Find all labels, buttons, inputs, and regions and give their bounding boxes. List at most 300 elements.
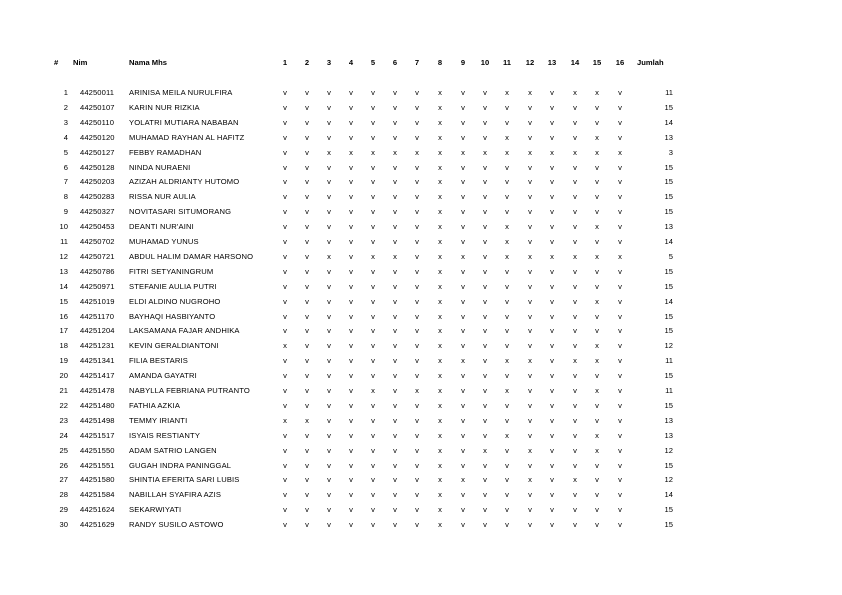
attendance-mark: v (618, 475, 622, 484)
attendance-mark: x (528, 88, 532, 97)
attendance-mark: v (573, 461, 577, 470)
attendance-mark: v (595, 237, 599, 246)
attendance-mark: x (438, 222, 442, 231)
attendance-mark: v (371, 401, 375, 410)
attendance-mark: v (393, 446, 397, 455)
attendance-mark: v (573, 163, 577, 172)
attendance-mark: v (461, 505, 465, 514)
attendance-mark: v (415, 252, 419, 261)
attendance-total: 13 (664, 133, 673, 142)
attendance-mark: v (393, 356, 397, 365)
header-session: 14 (570, 58, 580, 67)
attendance-mark: v (461, 431, 465, 440)
attendance-mark: v (483, 461, 487, 470)
attendance-mark: v (528, 163, 532, 172)
attendance-mark: v (283, 282, 287, 291)
attendance-mark: v (618, 312, 622, 321)
student-name: NABYLLA FEBRIANA PUTRANTO (129, 386, 250, 395)
attendance-mark: v (505, 297, 509, 306)
attendance-mark: v (393, 371, 397, 380)
student-name: SHINTIA EFERITA SARI LUBIS (129, 475, 240, 484)
attendance-mark: v (283, 386, 287, 395)
attendance-mark: v (573, 505, 577, 514)
student-nim: 44251551 (80, 461, 115, 470)
attendance-mark: v (305, 118, 309, 127)
attendance-mark: v (483, 341, 487, 350)
attendance-mark: x (595, 341, 599, 350)
student-name: LAKSAMANA FAJAR ANDHIKA (129, 326, 240, 335)
attendance-mark: v (371, 163, 375, 172)
attendance-mark: v (349, 356, 353, 365)
attendance-mark: v (505, 475, 509, 484)
attendance-mark: v (415, 192, 419, 201)
student-name: TEMMY IRIANTI (129, 416, 188, 425)
attendance-mark: v (618, 237, 622, 246)
attendance-mark: v (283, 297, 287, 306)
attendance-mark: x (550, 148, 554, 157)
attendance-mark: x (461, 252, 465, 261)
attendance-mark: x (393, 148, 397, 157)
attendance-mark: v (327, 163, 331, 172)
student-nim: 44250702 (80, 237, 115, 246)
attendance-mark: v (528, 222, 532, 231)
attendance-mark: v (573, 177, 577, 186)
attendance-mark: x (371, 252, 375, 261)
attendance-mark: v (327, 207, 331, 216)
attendance-mark: v (393, 118, 397, 127)
attendance-mark: v (305, 163, 309, 172)
attendance-mark: v (393, 386, 397, 395)
row-number: 26 (59, 461, 68, 470)
attendance-mark: x (573, 88, 577, 97)
attendance-mark: v (393, 267, 397, 276)
attendance-mark: v (595, 207, 599, 216)
row-number: 16 (59, 312, 68, 321)
attendance-mark: x (595, 446, 599, 455)
attendance-mark: v (349, 118, 353, 127)
attendance-mark: v (618, 490, 622, 499)
student-name: MUHAMAD RAYHAN AL HAFITZ (129, 133, 245, 142)
attendance-mark: v (415, 431, 419, 440)
attendance-mark: x (505, 222, 509, 231)
attendance-mark: v (483, 192, 487, 201)
attendance-mark: v (349, 341, 353, 350)
attendance-mark: v (573, 326, 577, 335)
attendance-mark: v (573, 192, 577, 201)
attendance-mark: v (505, 401, 509, 410)
attendance-mark: v (505, 326, 509, 335)
attendance-mark: v (550, 461, 554, 470)
attendance-mark: x (483, 446, 487, 455)
attendance-mark: v (618, 401, 622, 410)
student-name: FEBBY RAMADHAN (129, 148, 202, 157)
attendance-mark: v (327, 356, 331, 365)
attendance-mark: v (528, 118, 532, 127)
attendance-mark: v (550, 312, 554, 321)
attendance-mark: v (461, 520, 465, 529)
row-number: 3 (63, 118, 68, 127)
attendance-mark: x (528, 252, 532, 261)
attendance-mark: v (349, 133, 353, 142)
header-session: 16 (615, 58, 625, 67)
attendance-mark: v (528, 520, 532, 529)
attendance-mark: v (573, 341, 577, 350)
student-name: ELDI ALDINO NUGROHO (129, 297, 221, 306)
attendance-mark: v (283, 401, 287, 410)
attendance-mark: v (393, 192, 397, 201)
attendance-mark: x (438, 431, 442, 440)
attendance-mark: v (371, 461, 375, 470)
attendance-mark: v (573, 416, 577, 425)
header-no: # (54, 58, 59, 67)
attendance-mark: v (505, 118, 509, 127)
attendance-mark: v (415, 490, 419, 499)
attendance-total: 3 (668, 148, 673, 157)
attendance-mark: v (283, 118, 287, 127)
attendance-mark: v (483, 520, 487, 529)
attendance-mark: v (415, 222, 419, 231)
attendance-mark: v (371, 446, 375, 455)
attendance-mark: v (283, 267, 287, 276)
attendance-mark: v (505, 267, 509, 276)
attendance-mark: v (371, 490, 375, 499)
attendance-mark: v (573, 520, 577, 529)
attendance-mark: v (305, 312, 309, 321)
attendance-mark: x (595, 88, 599, 97)
attendance-mark: v (393, 475, 397, 484)
student-nim: 44250327 (80, 207, 115, 216)
attendance-mark: v (550, 416, 554, 425)
attendance-total: 11 (665, 88, 673, 97)
attendance-mark: x (438, 88, 442, 97)
attendance-mark: v (505, 192, 509, 201)
attendance-mark: v (550, 356, 554, 365)
attendance-mark: v (573, 401, 577, 410)
attendance-mark: v (595, 163, 599, 172)
attendance-mark: v (393, 88, 397, 97)
attendance-mark: v (550, 237, 554, 246)
attendance-mark: v (595, 505, 599, 514)
attendance-mark: x (595, 252, 599, 261)
attendance-mark: v (483, 282, 487, 291)
attendance-mark: v (461, 177, 465, 186)
attendance-mark: v (618, 386, 622, 395)
attendance-mark: v (550, 282, 554, 291)
attendance-mark: v (415, 341, 419, 350)
attendance-mark: v (327, 520, 331, 529)
attendance-mark: v (283, 505, 287, 514)
attendance-mark: v (393, 461, 397, 470)
attendance-mark: v (573, 222, 577, 231)
attendance-mark: v (528, 207, 532, 216)
student-name: NOVITASARI SITUMORANG (129, 207, 232, 216)
attendance-mark: v (305, 461, 309, 470)
attendance-mark: v (550, 446, 554, 455)
attendance-mark: v (327, 133, 331, 142)
row-number: 28 (59, 490, 68, 499)
attendance-mark: v (618, 282, 622, 291)
attendance-total: 15 (664, 103, 673, 112)
attendance-mark: v (415, 416, 419, 425)
attendance-mark: v (483, 133, 487, 142)
attendance-mark: x (438, 461, 442, 470)
attendance-mark: v (505, 207, 509, 216)
attendance-mark: v (483, 207, 487, 216)
attendance-mark: v (461, 490, 465, 499)
attendance-mark: v (327, 88, 331, 97)
attendance-mark: x (461, 475, 465, 484)
attendance-mark: x (327, 252, 331, 261)
attendance-mark: v (349, 163, 353, 172)
attendance-mark: v (483, 401, 487, 410)
attendance-mark: v (550, 267, 554, 276)
row-number: 19 (59, 356, 68, 365)
attendance-mark: v (283, 446, 287, 455)
attendance-mark: v (595, 326, 599, 335)
attendance-mark: v (550, 371, 554, 380)
attendance-mark: v (483, 297, 487, 306)
student-name: MUHAMAD YUNUS (129, 237, 199, 246)
attendance-mark: v (528, 297, 532, 306)
student-nim: 44250786 (80, 267, 115, 276)
attendance-mark: v (349, 177, 353, 186)
attendance-mark: v (618, 416, 622, 425)
attendance-mark: v (573, 133, 577, 142)
student-nim: 44251341 (80, 356, 115, 365)
attendance-mark: v (595, 520, 599, 529)
attendance-mark: v (415, 282, 419, 291)
attendance-mark: v (528, 431, 532, 440)
attendance-mark: v (327, 341, 331, 350)
attendance-mark: v (283, 192, 287, 201)
attendance-mark: v (305, 401, 309, 410)
attendance-mark: v (618, 192, 622, 201)
attendance-mark: v (371, 118, 375, 127)
attendance-mark: v (393, 490, 397, 499)
row-number: 20 (59, 371, 68, 380)
attendance-mark: v (550, 163, 554, 172)
attendance-mark: x (371, 386, 375, 395)
attendance-mark: x (438, 282, 442, 291)
student-nim: 44250971 (80, 282, 115, 291)
attendance-total: 15 (664, 192, 673, 201)
attendance-mark: v (305, 267, 309, 276)
attendance-mark: v (327, 431, 331, 440)
student-name: FATHIA AZKIA (129, 401, 181, 410)
attendance-mark: x (438, 148, 442, 157)
attendance-mark: v (461, 341, 465, 350)
attendance-mark: v (415, 118, 419, 127)
attendance-mark: x (505, 252, 509, 261)
attendance-mark: v (573, 490, 577, 499)
attendance-mark: v (528, 267, 532, 276)
attendance-mark: v (305, 386, 309, 395)
attendance-mark: x (438, 133, 442, 142)
attendance-mark: x (461, 356, 465, 365)
student-name: NINDA NURAENI (129, 163, 191, 172)
attendance-mark: v (461, 163, 465, 172)
student-name: ADAM SATRIO LANGEN (129, 446, 217, 455)
attendance-mark: v (483, 490, 487, 499)
attendance-mark: v (461, 401, 465, 410)
attendance-mark: v (393, 222, 397, 231)
attendance-mark: v (415, 207, 419, 216)
attendance-mark: v (595, 475, 599, 484)
student-nim: 44251624 (80, 505, 115, 514)
attendance-mark: x (505, 386, 509, 395)
attendance-mark: v (349, 371, 353, 380)
student-name: ARINISA MEILA NURULFIRA (129, 88, 233, 97)
attendance-total: 15 (664, 326, 673, 335)
attendance-mark: v (618, 297, 622, 306)
attendance-mark: x (438, 177, 442, 186)
attendance-mark: v (550, 177, 554, 186)
attendance-mark: v (371, 222, 375, 231)
attendance-mark: v (595, 103, 599, 112)
attendance-mark: v (283, 148, 287, 157)
attendance-mark: v (483, 252, 487, 261)
row-number: 9 (63, 207, 68, 216)
attendance-total: 15 (664, 267, 673, 276)
attendance-mark: v (393, 282, 397, 291)
attendance-mark: v (371, 431, 375, 440)
attendance-mark: v (371, 326, 375, 335)
attendance-mark: v (595, 371, 599, 380)
attendance-mark: v (461, 326, 465, 335)
row-number: 29 (59, 505, 68, 514)
attendance-total: 11 (665, 356, 673, 365)
attendance-mark: v (461, 207, 465, 216)
attendance-mark: v (415, 88, 419, 97)
attendance-mark: v (618, 177, 622, 186)
student-name: NABILLAH SYAFIRA AZIS (129, 490, 222, 499)
attendance-mark: v (393, 133, 397, 142)
header-session: 3 (326, 58, 332, 67)
attendance-mark: v (528, 341, 532, 350)
attendance-mark: v (327, 297, 331, 306)
attendance-mark: v (305, 326, 309, 335)
attendance-mark: v (595, 401, 599, 410)
student-nim: 44250721 (80, 252, 115, 261)
header-session: 8 (437, 58, 443, 67)
attendance-mark: v (528, 177, 532, 186)
attendance-mark: v (283, 326, 287, 335)
attendance-mark: x (438, 371, 442, 380)
attendance-mark: v (327, 282, 331, 291)
row-number: 10 (59, 222, 68, 231)
student-name: RANDY SUSILO ASTOWO (129, 520, 224, 529)
attendance-mark: x (438, 490, 442, 499)
attendance-mark: v (415, 103, 419, 112)
attendance-mark: x (438, 297, 442, 306)
attendance-mark: v (461, 416, 465, 425)
attendance-mark: v (461, 118, 465, 127)
header-session: 9 (460, 58, 466, 67)
attendance-mark: v (349, 386, 353, 395)
row-number: 13 (59, 267, 68, 276)
attendance-mark: v (393, 431, 397, 440)
attendance-mark: v (618, 103, 622, 112)
attendance-mark: v (461, 312, 465, 321)
attendance-mark: v (483, 416, 487, 425)
attendance-mark: v (371, 297, 375, 306)
attendance-mark: v (305, 490, 309, 499)
attendance-mark: x (393, 252, 397, 261)
attendance-mark: v (550, 118, 554, 127)
attendance-mark: v (349, 446, 353, 455)
attendance-mark: v (327, 267, 331, 276)
attendance-mark: v (595, 416, 599, 425)
attendance-mark: v (483, 505, 487, 514)
attendance-mark: x (528, 356, 532, 365)
student-nim: 44251580 (80, 475, 115, 484)
row-number: 22 (59, 401, 68, 410)
student-name: AMANDA GAYATRI (129, 371, 197, 380)
attendance-mark: v (618, 267, 622, 276)
attendance-mark: v (283, 356, 287, 365)
student-nim: 44251498 (80, 416, 115, 425)
attendance-mark: v (415, 505, 419, 514)
row-number: 27 (59, 475, 68, 484)
attendance-mark: v (595, 312, 599, 321)
attendance-mark: v (371, 177, 375, 186)
attendance-mark: v (550, 326, 554, 335)
attendance-mark: v (483, 222, 487, 231)
attendance-mark: v (283, 207, 287, 216)
attendance-mark: x (415, 148, 419, 157)
attendance-mark: v (415, 371, 419, 380)
attendance-mark: x (505, 237, 509, 246)
header-session: 2 (304, 58, 310, 67)
attendance-mark: v (573, 371, 577, 380)
attendance-mark: v (618, 371, 622, 380)
attendance-mark: v (595, 177, 599, 186)
attendance-mark: v (528, 312, 532, 321)
attendance-total: 13 (664, 222, 673, 231)
attendance-mark: x (438, 341, 442, 350)
student-nim: 44250203 (80, 177, 115, 186)
attendance-mark: x (438, 267, 442, 276)
attendance-mark: v (528, 237, 532, 246)
student-nim: 44251550 (80, 446, 115, 455)
row-number: 18 (59, 341, 68, 350)
attendance-mark: x (550, 252, 554, 261)
attendance-mark: v (349, 326, 353, 335)
row-number: 5 (63, 148, 68, 157)
attendance-mark: v (415, 177, 419, 186)
attendance-mark: x (438, 207, 442, 216)
attendance-mark: v (371, 475, 375, 484)
attendance-mark: v (305, 297, 309, 306)
header-session: 15 (592, 58, 602, 67)
attendance-mark: v (305, 371, 309, 380)
attendance-mark: v (393, 207, 397, 216)
row-number: 24 (59, 431, 68, 440)
attendance-mark: v (528, 282, 532, 291)
attendance-mark: v (528, 416, 532, 425)
attendance-mark: v (573, 386, 577, 395)
attendance-mark: x (595, 386, 599, 395)
attendance-mark: v (327, 475, 331, 484)
attendance-mark: v (327, 192, 331, 201)
student-nim: 44251204 (80, 326, 115, 335)
attendance-mark: v (595, 267, 599, 276)
attendance-mark: v (483, 267, 487, 276)
attendance-mark: v (305, 341, 309, 350)
attendance-mark: v (305, 222, 309, 231)
attendance-mark: x (573, 356, 577, 365)
attendance-mark: v (415, 461, 419, 470)
